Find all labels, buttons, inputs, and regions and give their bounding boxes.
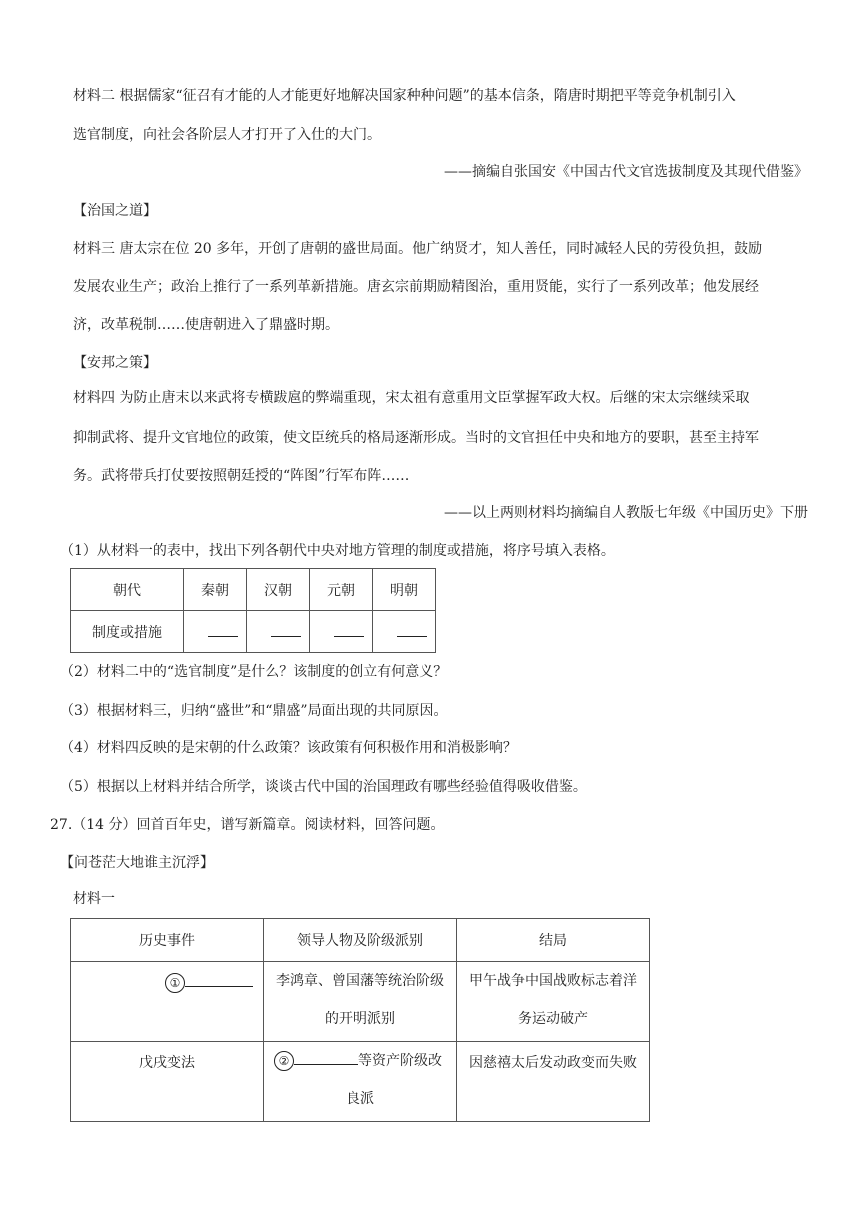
question-27-section: 【问苍茫大地谁主沉浮】	[60, 855, 214, 871]
question-5: （5）根据以上材料并结合所学，谈谈古代中国的治国理政有哪些经验值得吸收借鉴。	[60, 779, 587, 795]
circled-number-2: ②	[274, 1051, 294, 1071]
section-anbang: 【安邦之策】	[73, 355, 157, 371]
history-table-row-2	[71, 1042, 650, 1122]
material3-line2: 发展农业生产；政治上推行了一系列革新措施。唐玄宗前期励精图治，重用贤能，实行了一系列改革；他发展经	[73, 279, 759, 295]
dynasty-table-answer-row	[71, 611, 436, 653]
question-27-title: 27.（14 分）回首百年史，谱写新篇章。阅读材料，回答问题。	[50, 817, 445, 833]
material4-source: ——以上两则材料均摘编自人教版七年级《中国历史》下册	[444, 505, 808, 521]
result-1-line1: 甲午战争中国战败标志着洋	[469, 973, 637, 989]
dynasty-table-header-row	[71, 569, 436, 611]
dynasty-ming: 明朝	[373, 569, 436, 611]
event-blank-1-cell[interactable]	[71, 962, 264, 1042]
dynasty-table	[70, 568, 436, 653]
leader-1-line1: 李鸿章、曾国藩等统治阶级	[276, 973, 444, 989]
material3-line3: 济，改革税制……使唐朝进入了鼎盛时期。	[73, 317, 339, 333]
leader-cell-2[interactable]	[264, 1042, 457, 1122]
leader-2-suffix: 等资产阶级改	[358, 1053, 442, 1069]
header-leader: 领导人物及阶级派别	[264, 919, 457, 962]
material2-line2: 选官制度，向社会各阶层人才打开了入仕的大门。	[73, 127, 381, 143]
result-cell-2: 因慈禧太后发动政变而失败	[457, 1042, 650, 1122]
header-event: 历史事件	[71, 919, 264, 962]
history-table-header-row	[71, 919, 650, 962]
result-1-line2: 务运动破产	[518, 1011, 588, 1027]
dynasty-han: 汉朝	[247, 569, 310, 611]
dynasty-qin: 秦朝	[184, 569, 247, 611]
material2-source: ——摘编自张国安《中国古代文官选拔制度及其现代借鉴》	[444, 164, 808, 180]
question-3: （3）根据材料三，归纳“盛世”和“鼎盛”局面出现的共同原因。	[60, 703, 448, 719]
leader-2-line1	[264, 1042, 456, 1080]
dynasty-yuan: 元朝	[310, 569, 373, 611]
dynasty-header-label: 朝代	[71, 569, 184, 611]
question-1: （1）从材料一的表中，找出下列各朝代中央对地方管理的制度或措施，将序号填入表格。	[60, 543, 615, 559]
material2-line1: 材料二 根据儒家“征召有才能的人才能更好地解决国家种种问题”的基本信条，隋唐时期把平等竞争机制引入	[73, 88, 736, 104]
answer-blank-ming[interactable]	[373, 611, 436, 653]
material4-line3: 务。武将带兵打仗要按照朝廷授的“阵图”行军布阵……	[73, 468, 410, 484]
history-table	[70, 918, 650, 1122]
material1-label: 材料一	[73, 891, 115, 907]
leader-2-line2: 良派	[346, 1091, 374, 1107]
event-cell-2: 戊戌变法	[71, 1042, 264, 1122]
result-cell-1	[457, 962, 650, 1042]
material4-line1: 材料四 为防止唐末以来武将专横跋扈的弊端重现，宋太祖有意重用文臣掌握军政大权。后继的宋太宗继续采取	[73, 390, 750, 406]
material3-line1: 材料三 唐太宗在位 20 多年，开创了唐朝的盛世局面。他广纳贤才，知人善任，同时减轻人民的劳役负担，鼓励	[73, 241, 763, 257]
measure-row-label: 制度或措施	[71, 611, 184, 653]
leader-1-line2: 的开明派别	[325, 1011, 395, 1027]
material4-line2: 抑制武将、提升文官地位的政策，使文臣统兵的格局逐渐形成。当时的文官担任中央和地方的要职，甚至主持军	[73, 430, 759, 446]
history-table-row-1	[71, 962, 650, 1042]
circled-number-1: ①	[165, 973, 185, 993]
answer-blank-qin[interactable]	[184, 611, 247, 653]
answer-blank-han[interactable]	[247, 611, 310, 653]
leader-cell-1	[264, 962, 457, 1042]
header-result: 结局	[457, 919, 650, 962]
answer-blank-yuan[interactable]	[310, 611, 373, 653]
section-zhiguo: 【治国之道】	[73, 203, 157, 219]
question-2: （2）材料二中的“选官制度”是什么？该制度的创立有何意义？	[60, 664, 448, 680]
question-4: （4）材料四反映的是宋朝的什么政策？该政策有何积极作用和消极影响？	[60, 740, 517, 756]
